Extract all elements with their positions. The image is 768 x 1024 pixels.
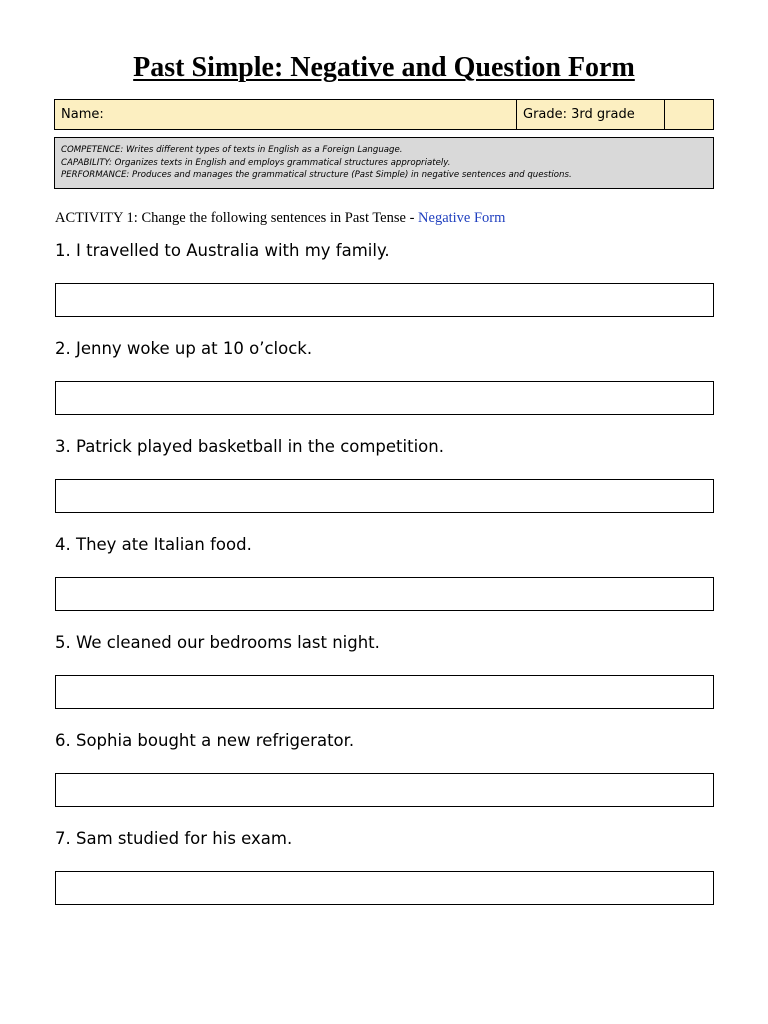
page-title: Past Simple: Negative and Question Form <box>133 52 635 83</box>
competence-box <box>54 137 714 189</box>
grade-label: Grade: 3rd grade <box>523 107 635 122</box>
question-1: 1. I travelled to Australia with my family. <box>55 241 390 260</box>
performance-text: PERFORMANCE: Produces and manages the grammatical structure (Past Simple) in negative sentences and questions. <box>61 170 572 180</box>
grade-cell <box>517 100 665 129</box>
activity-instruction <box>55 208 505 228</box>
capability-text: CAPABILITY: Organizes texts in English and employs grammatical structures appropriately. <box>61 157 451 168</box>
answer-box-6[interactable] <box>55 773 714 807</box>
question-4: 4. They ate Italian food. <box>55 535 252 554</box>
activity-form: Negative Form <box>418 210 506 226</box>
student-info-table <box>54 99 714 130</box>
answer-box-3[interactable] <box>55 479 714 513</box>
name-field[interactable] <box>55 100 517 129</box>
grade-extra-field[interactable] <box>665 100 713 129</box>
question-7: 7. Sam studied for his exam. <box>55 829 293 848</box>
answer-box-5[interactable] <box>55 675 714 709</box>
name-label: Name: <box>61 107 104 122</box>
answer-box-2[interactable] <box>55 381 714 415</box>
question-3: 3. Patrick played basketball in the competition. <box>55 437 444 456</box>
answer-box-1[interactable] <box>55 283 714 317</box>
question-6: 6. Sophia bought a new refrigerator. <box>55 731 355 750</box>
question-2: 2. Jenny woke up at 10 o’clock. <box>55 339 313 358</box>
answer-box-4[interactable] <box>55 577 714 611</box>
answer-box-7[interactable] <box>55 871 714 905</box>
activity-text: ACTIVITY 1: Change the following sentences in Past Tense - <box>55 210 419 226</box>
competence-text: COMPETENCE: Writes different types of texts in English as a Foreign Language. <box>61 145 403 155</box>
question-5: 5. We cleaned our bedrooms last night. <box>55 633 380 652</box>
